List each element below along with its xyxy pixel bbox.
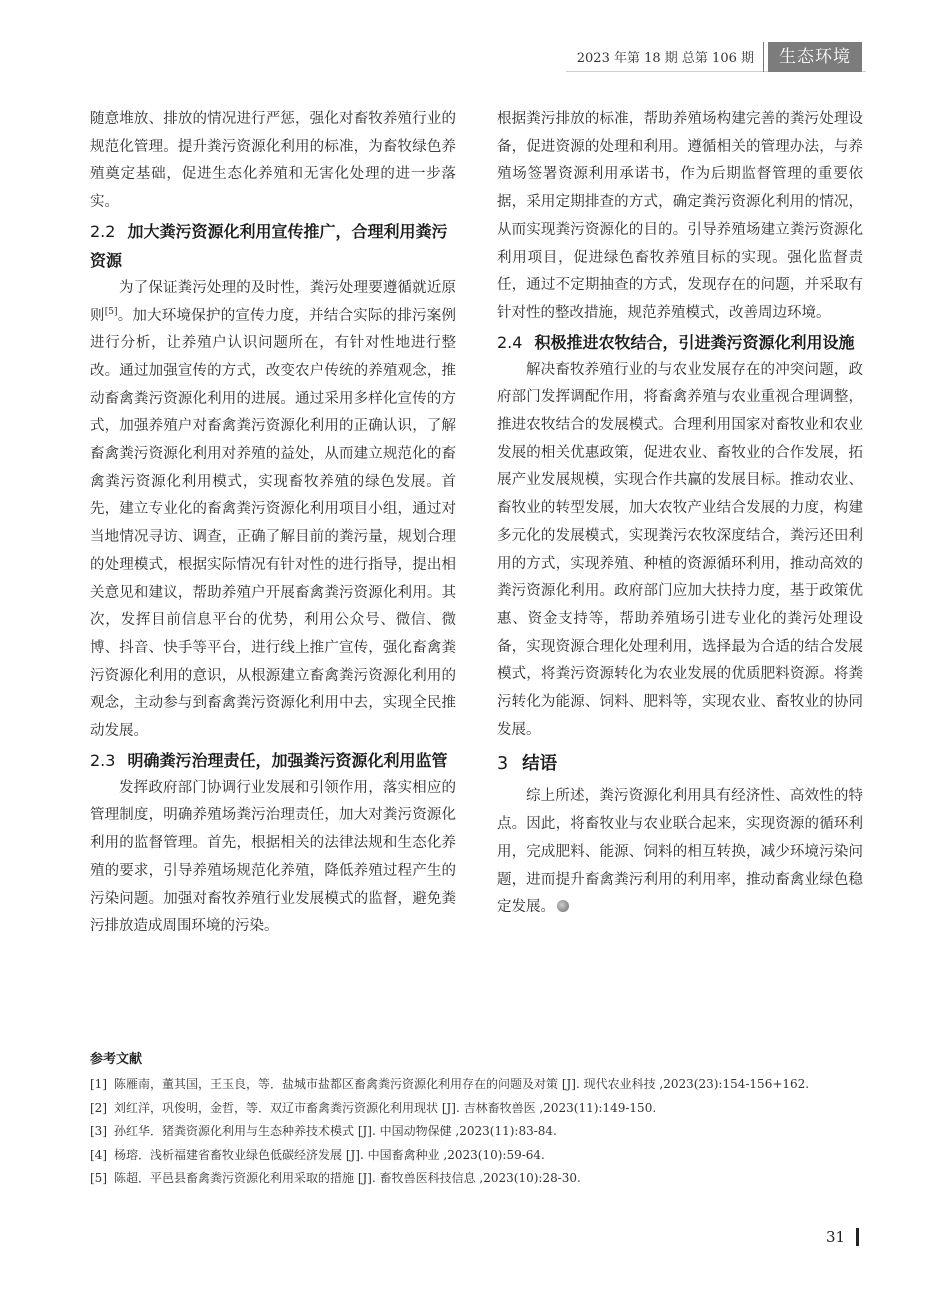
page-number: 31 — [826, 1228, 846, 1246]
paragraph-text: 。加大环境保护的宣传力度，并结合实际的排污案例进行分析，让养殖户认识问题所在，有针对性地进行整改。通过加强宣传的方式，改变农户传统的养殖观念，推动畜禽粪污资源化利用的进展。通过采用多样化宣传的方式，加强养殖户对畜禽粪污资源化利用的正确认识，了解畜禽粪污资源化利用对养殖的益处，从而建立规范化的畜禽粪污资源化利用模式，实现畜牧养殖的绿色发展。首先，建立专业化的畜禽粪污资源化利用项目小组，通过对当地情况寻访、调查，正确了解目前的粪污量，规划合理的处理模式，根据实际情况有针对性的进行指导，提出相关意见和建议，帮助养殖户开展畜禽粪污资源化利用。其次，发挥目前信息平台的优势，利用公众号、微信、微博、抖音、快手等平台，进行线上推广宣传，强化畜禽粪污资源化利用的意识，从根源建立畜禽粪污资源化利用的观念，主动参与到畜禽粪污资源化利用中去，实现全民推动发展。 — [90, 307, 456, 740]
references-title: 参考文献 — [90, 1052, 143, 1067]
reference-text: 杨瑢．浅析福建省畜牧业绿色低碳经济发展 [J]. 中国畜禽种业 ,2023(10):59-64. — [114, 1147, 545, 1162]
section-tab: 生态环境 — [768, 42, 862, 72]
citation-marker: [5] — [104, 306, 118, 317]
reference-item — [90, 1097, 870, 1121]
reference-number: [4] — [90, 1147, 107, 1162]
header-separator — [763, 42, 764, 72]
section-heading-2-2 — [90, 217, 456, 275]
reference-item — [90, 1144, 870, 1168]
page-number-bar — [856, 1228, 859, 1246]
end-of-article-icon — [557, 900, 569, 912]
reference-number: [1] — [90, 1077, 107, 1091]
reference-number: [5] — [90, 1171, 107, 1185]
references — [90, 1048, 870, 1191]
paragraph: 随意堆放、排放的情况进行严惩，强化对畜牧养殖行业的规范化管理。提升粪污资源化利用的标准，为畜牧绿色养殖奠定基础，促进生态化养殖和无害化处理的进一步落实。 — [90, 111, 456, 211]
running-header — [0, 42, 950, 72]
section-number: 2.2 — [90, 221, 116, 241]
paragraph-text: 综上所述，粪污资源化利用具有经济性、高效性的特点。因此，将畜牧业与农业联合起来，实现资源的循环利用，完成肥料、能源、饲料的相互转换，减少环境污染问题，进而提升畜禽粪污利用的利用率，推动畜禽业绿色稳定发展。 — [497, 788, 863, 916]
reference-item — [90, 1120, 870, 1144]
paragraph: 发挥政府部门协调行业发展和引领作用，落实相应的管理制度，明确养殖场粪污治理责任，加大对粪污资源化利用的监督管理。首先，根据相关的法律法规和生态化养殖的要求，引导养殖场规范化养殖，降低养殖过程产生的污染问题。加强对畜牧养殖行业发展模式的监督，避免粪污排放造成周围环境的污染。 — [90, 779, 456, 935]
section-title: 积极推进农牧结合，引进粪污资源化利用设施 — [534, 332, 855, 352]
section-heading-3 — [497, 749, 863, 779]
paragraph-text: 为了保证粪污处理的及时性，粪污处理要遵循就近原则 — [90, 279, 456, 324]
section-number: 2.4 — [497, 332, 523, 352]
paragraph — [497, 783, 863, 922]
reference-text: 陈超．平邑县畜禽粪污资源化利用采取的措施 [J]. 畜牧兽医科技信息 ,2023(10):28-30. — [114, 1171, 581, 1185]
reference-text: 陈雁南，董其国，王玉良，等．盐城市盐都区畜禽粪污资源化利用存在的问题及对策 [J]. 现代农业科技 ,2023(23):154-156+162. — [114, 1077, 810, 1091]
left-column — [90, 106, 456, 941]
right-column — [497, 106, 863, 922]
reference-text: 孙红华．猪粪资源化利用与生态种养技术模式 [J]. 中国动物保健 ,2023(11):83-84. — [114, 1124, 557, 1138]
reference-number: [3] — [90, 1124, 107, 1138]
section-number: 2.3 — [90, 750, 116, 770]
section-title: 加大粪污资源化利用宣传推广，合理利用粪污资源 — [90, 221, 448, 270]
reference-item — [90, 1073, 870, 1097]
section-title: 结语 — [522, 754, 558, 775]
section-number: 3 — [497, 754, 509, 775]
section-heading-2-3 — [90, 746, 456, 775]
issue-info: 2023 年第 18 期 总第 106 期 — [576, 51, 754, 66]
paragraph: 解决畜牧养殖行业的与农业发展存在的冲突问题，政府部门发挥调配作用，将畜禽养殖与农业重视合理调整，推进农牧结合的发展模式。合理利用国家对畜牧业和农业发展的相关优惠政策，促进农业、畜牧业的合作发展，拓展产业发展规模，实现合作共赢的发展目标。推动农业、畜牧业的转型发展，加大农牧产业结合发展的力度，构建多元化的发展模式，实现粪污农牧深度结合，粪污还田利用的方式，实现养殖、种植的资源循环利用，推动高效的粪污资源化利用。政府部门应加大扶持力度，基于政策优惠、资金支持等，帮助养殖场引进专业化的粪污处理设备，实现资源合理化处理利用，选择最为合适的结合发展模式，将粪污资源转化为农业发展的优质肥料资源。将粪污转化为能源、饲料、肥料等，实现农业、畜牧业的协同发展。 — [497, 361, 863, 738]
section-heading-2-4 — [497, 328, 863, 357]
paragraph — [90, 275, 456, 746]
paragraph: 根据粪污排放的标准，帮助养殖场构建完善的粪污处理设备，促进资源的处理和利用。遵循相关的管理办法，与养殖场签署资源利用承诺书，作为后期监督管理的重要依据，采用定期排查的方式，确定粪污资源化利用的情况，从而实现粪污资源化的目的。引导养殖场建立粪污资源化利用项目，促进绿色畜牧养殖目标的实现。强化监督责任，通过不定期抽查的方式，发现存在的问题，并采取有针对性的整改措施，规范养殖模式，改善周边环境。 — [497, 111, 863, 321]
reference-item — [90, 1167, 870, 1191]
reference-number: [2] — [90, 1100, 107, 1115]
reference-text: 刘红洋，巩俊明，金哲，等．双辽市畜禽粪污资源化利用现状 [J]. 吉林畜牧兽医 ,2023(11):149-150. — [114, 1100, 657, 1115]
section-title: 明确粪污治理责任，加强粪污资源化利用监管 — [127, 750, 448, 770]
